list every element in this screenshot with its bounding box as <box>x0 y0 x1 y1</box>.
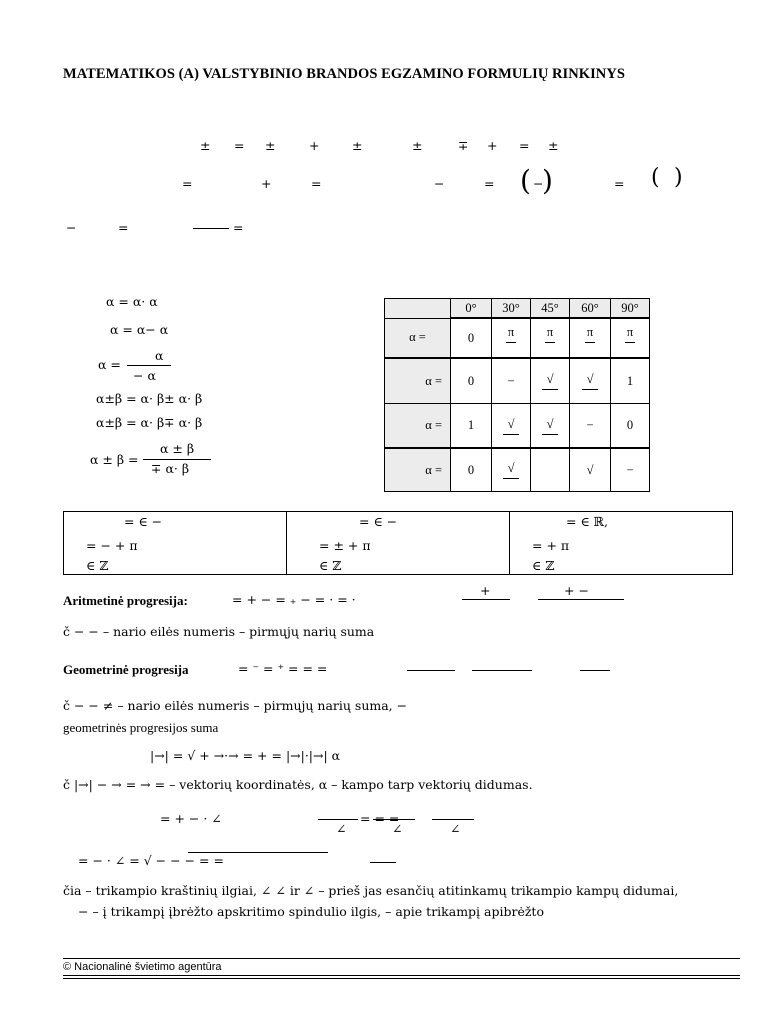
fraction-bar <box>373 819 415 820</box>
triangle-description-2: − – į trikampį įbrėžto apskritimo spindulio ilgis, – apie trikampį apibrėžto <box>78 904 544 919</box>
algebra-symbol: + <box>487 138 498 153</box>
fraction-bar <box>538 599 624 600</box>
algebra-symbol: = <box>311 176 322 191</box>
algebra-symbol: ± <box>265 138 276 153</box>
table-cell: 1 <box>611 358 650 404</box>
table-cell: 0 <box>611 404 650 449</box>
angle-symbol: ∠ <box>336 821 347 836</box>
table-cell: √ <box>492 448 531 492</box>
identity-cos2: α = α− α <box>110 322 169 337</box>
algebra-symbol: + <box>261 176 272 191</box>
triangle-description-1: čia – trikampio kraštinių ilgiai, ∠ ∠ ir ∠ – prieš jas esančių atitinkamų trikampio kampų didumai, <box>63 883 679 898</box>
algebra-symbol: + <box>309 138 320 153</box>
algebra-symbol: − <box>434 176 445 191</box>
identity-tan2-num: α <box>155 348 164 363</box>
table-header: 0° <box>451 299 492 319</box>
vector-formula: |→| = √ + →·→ = + = |→|·|→| α <box>150 748 341 763</box>
algebra-symbol: − <box>533 176 544 191</box>
arithmetic-numerator: + − <box>564 583 589 598</box>
left-paren: ( <box>651 165 660 190</box>
row-label: α = <box>385 448 451 492</box>
fraction-bar <box>472 670 532 671</box>
algebra-symbol: ± <box>548 138 559 153</box>
algebra-symbol: = <box>234 138 245 153</box>
table-cell: π <box>570 318 611 358</box>
row-label: α = <box>385 404 451 449</box>
fraction-bar <box>580 670 610 671</box>
algebra-symbol: = <box>519 138 530 153</box>
law-of-cosines: = + − · ∠ <box>160 811 222 826</box>
identity-sin-sum: α±β = α· β± α· β <box>96 391 203 406</box>
sqrt-bar <box>188 852 328 853</box>
table-header: 30° <box>492 299 531 319</box>
identity-tan2-lhs: α = <box>98 357 121 372</box>
table-cell: √ <box>492 404 531 449</box>
table-header: 45° <box>531 299 570 319</box>
footer-divider <box>63 978 740 979</box>
triangle-area: = − · ∠ = √ − − − = = <box>78 853 224 868</box>
footer-copyright: © Nacionalinė švietimo agentūra <box>63 961 222 973</box>
fraction-bar <box>127 365 171 366</box>
algebra-symbol: ± <box>352 138 363 153</box>
page-title: MATEMATIKOS (A) VALSTYBINIO BRANDOS EGZAMINO FORMULIŲ RINKINYS <box>63 66 625 82</box>
algebra-symbol: ± <box>412 138 423 153</box>
angle-symbol: ∠ <box>392 821 403 836</box>
geometric-description: č − − ≠ – nario eilės numeris – pirmųjų narių suma, − <box>63 698 408 713</box>
algebra-symbol: = <box>484 176 495 191</box>
right-paren: ) <box>674 165 683 190</box>
algebra-symbol: = <box>182 176 193 191</box>
identity-tan-sum-num: α ± β <box>160 441 195 456</box>
vector-description: č |→| − → = → = – vektorių koordinatės, α – kampo tarp vektorių didumas. <box>63 777 533 792</box>
table-cell: 0 <box>451 318 492 358</box>
identity-tan2-den: − α <box>133 368 156 383</box>
angle-symbol: ∠ <box>450 821 461 836</box>
identity-cos-sum: α±β = α· β∓ α· β <box>96 415 203 430</box>
geometric-formula: = ⁻ = ⁺ = = = <box>238 661 328 676</box>
equation-cell-tan: = ∈ ℝ, = + π ∈ ℤ <box>510 512 733 575</box>
table-cell: π <box>531 318 570 358</box>
table-cell: − <box>611 448 650 492</box>
table-cell: √ <box>531 358 570 404</box>
arithmetic-label: Aritmetinė progresija: <box>63 593 188 608</box>
identity-sin2: α = α· α <box>106 294 158 309</box>
fraction-bar <box>432 819 474 820</box>
table-header: 60° <box>570 299 611 319</box>
identity-tan-sum-lhs: α ± β = <box>90 452 139 467</box>
arithmetic-formula: = + − = ₊ − = · = · <box>232 592 356 607</box>
right-paren: ) <box>542 164 553 197</box>
algebra-symbol: = <box>614 176 625 191</box>
table-header: 90° <box>611 299 650 319</box>
footer-divider <box>63 975 740 976</box>
identity-tan-sum-den: ∓ α· β <box>151 461 190 476</box>
geometric-label: Geometrinė progresija <box>63 662 189 677</box>
geometric-description-2: geometrinės progresijos suma <box>63 720 219 735</box>
table-cell: 0 <box>451 358 492 404</box>
table-cell <box>531 448 570 492</box>
footer-divider <box>63 958 740 959</box>
fraction-bar <box>318 819 358 820</box>
algebra-symbol: = <box>118 220 129 235</box>
algebra-symbol: = <box>233 220 244 235</box>
fraction-bar <box>143 459 211 460</box>
fraction-bar <box>370 862 396 863</box>
table-cell: 1 <box>451 404 492 449</box>
table-cell: √ <box>570 358 611 404</box>
algebra-symbol: ± <box>200 138 211 153</box>
fraction-bar <box>462 599 510 600</box>
arithmetic-numerator: + <box>480 583 491 598</box>
left-paren: ( <box>520 164 531 197</box>
law-of-sines: = = = <box>360 811 400 826</box>
table-cell: √ <box>531 404 570 449</box>
algebra-symbol: − <box>66 220 77 235</box>
table-cell: π <box>492 318 531 358</box>
table-cell: π <box>611 318 650 358</box>
table-cell: 0 <box>451 448 492 492</box>
table-corner <box>385 299 451 319</box>
fraction-bar <box>193 228 229 229</box>
trig-equations-box <box>63 511 733 575</box>
fraction-bar <box>407 670 455 671</box>
equation-cell-cos: = ∈ − = ± + π ∈ ℤ <box>287 512 510 575</box>
row-label: α = <box>385 318 451 358</box>
equation-cell-sin: = ∈ − = − + π ∈ ℤ <box>64 512 287 575</box>
trig-values-table <box>384 298 650 492</box>
row-label: α = <box>385 358 451 404</box>
table-cell: − <box>492 358 531 404</box>
table-cell: − <box>570 404 611 449</box>
algebra-symbol: ∓ <box>458 138 469 153</box>
table-cell: √ <box>570 448 611 492</box>
arithmetic-description: č − − – nario eilės numeris – pirmųjų narių suma <box>63 624 375 639</box>
